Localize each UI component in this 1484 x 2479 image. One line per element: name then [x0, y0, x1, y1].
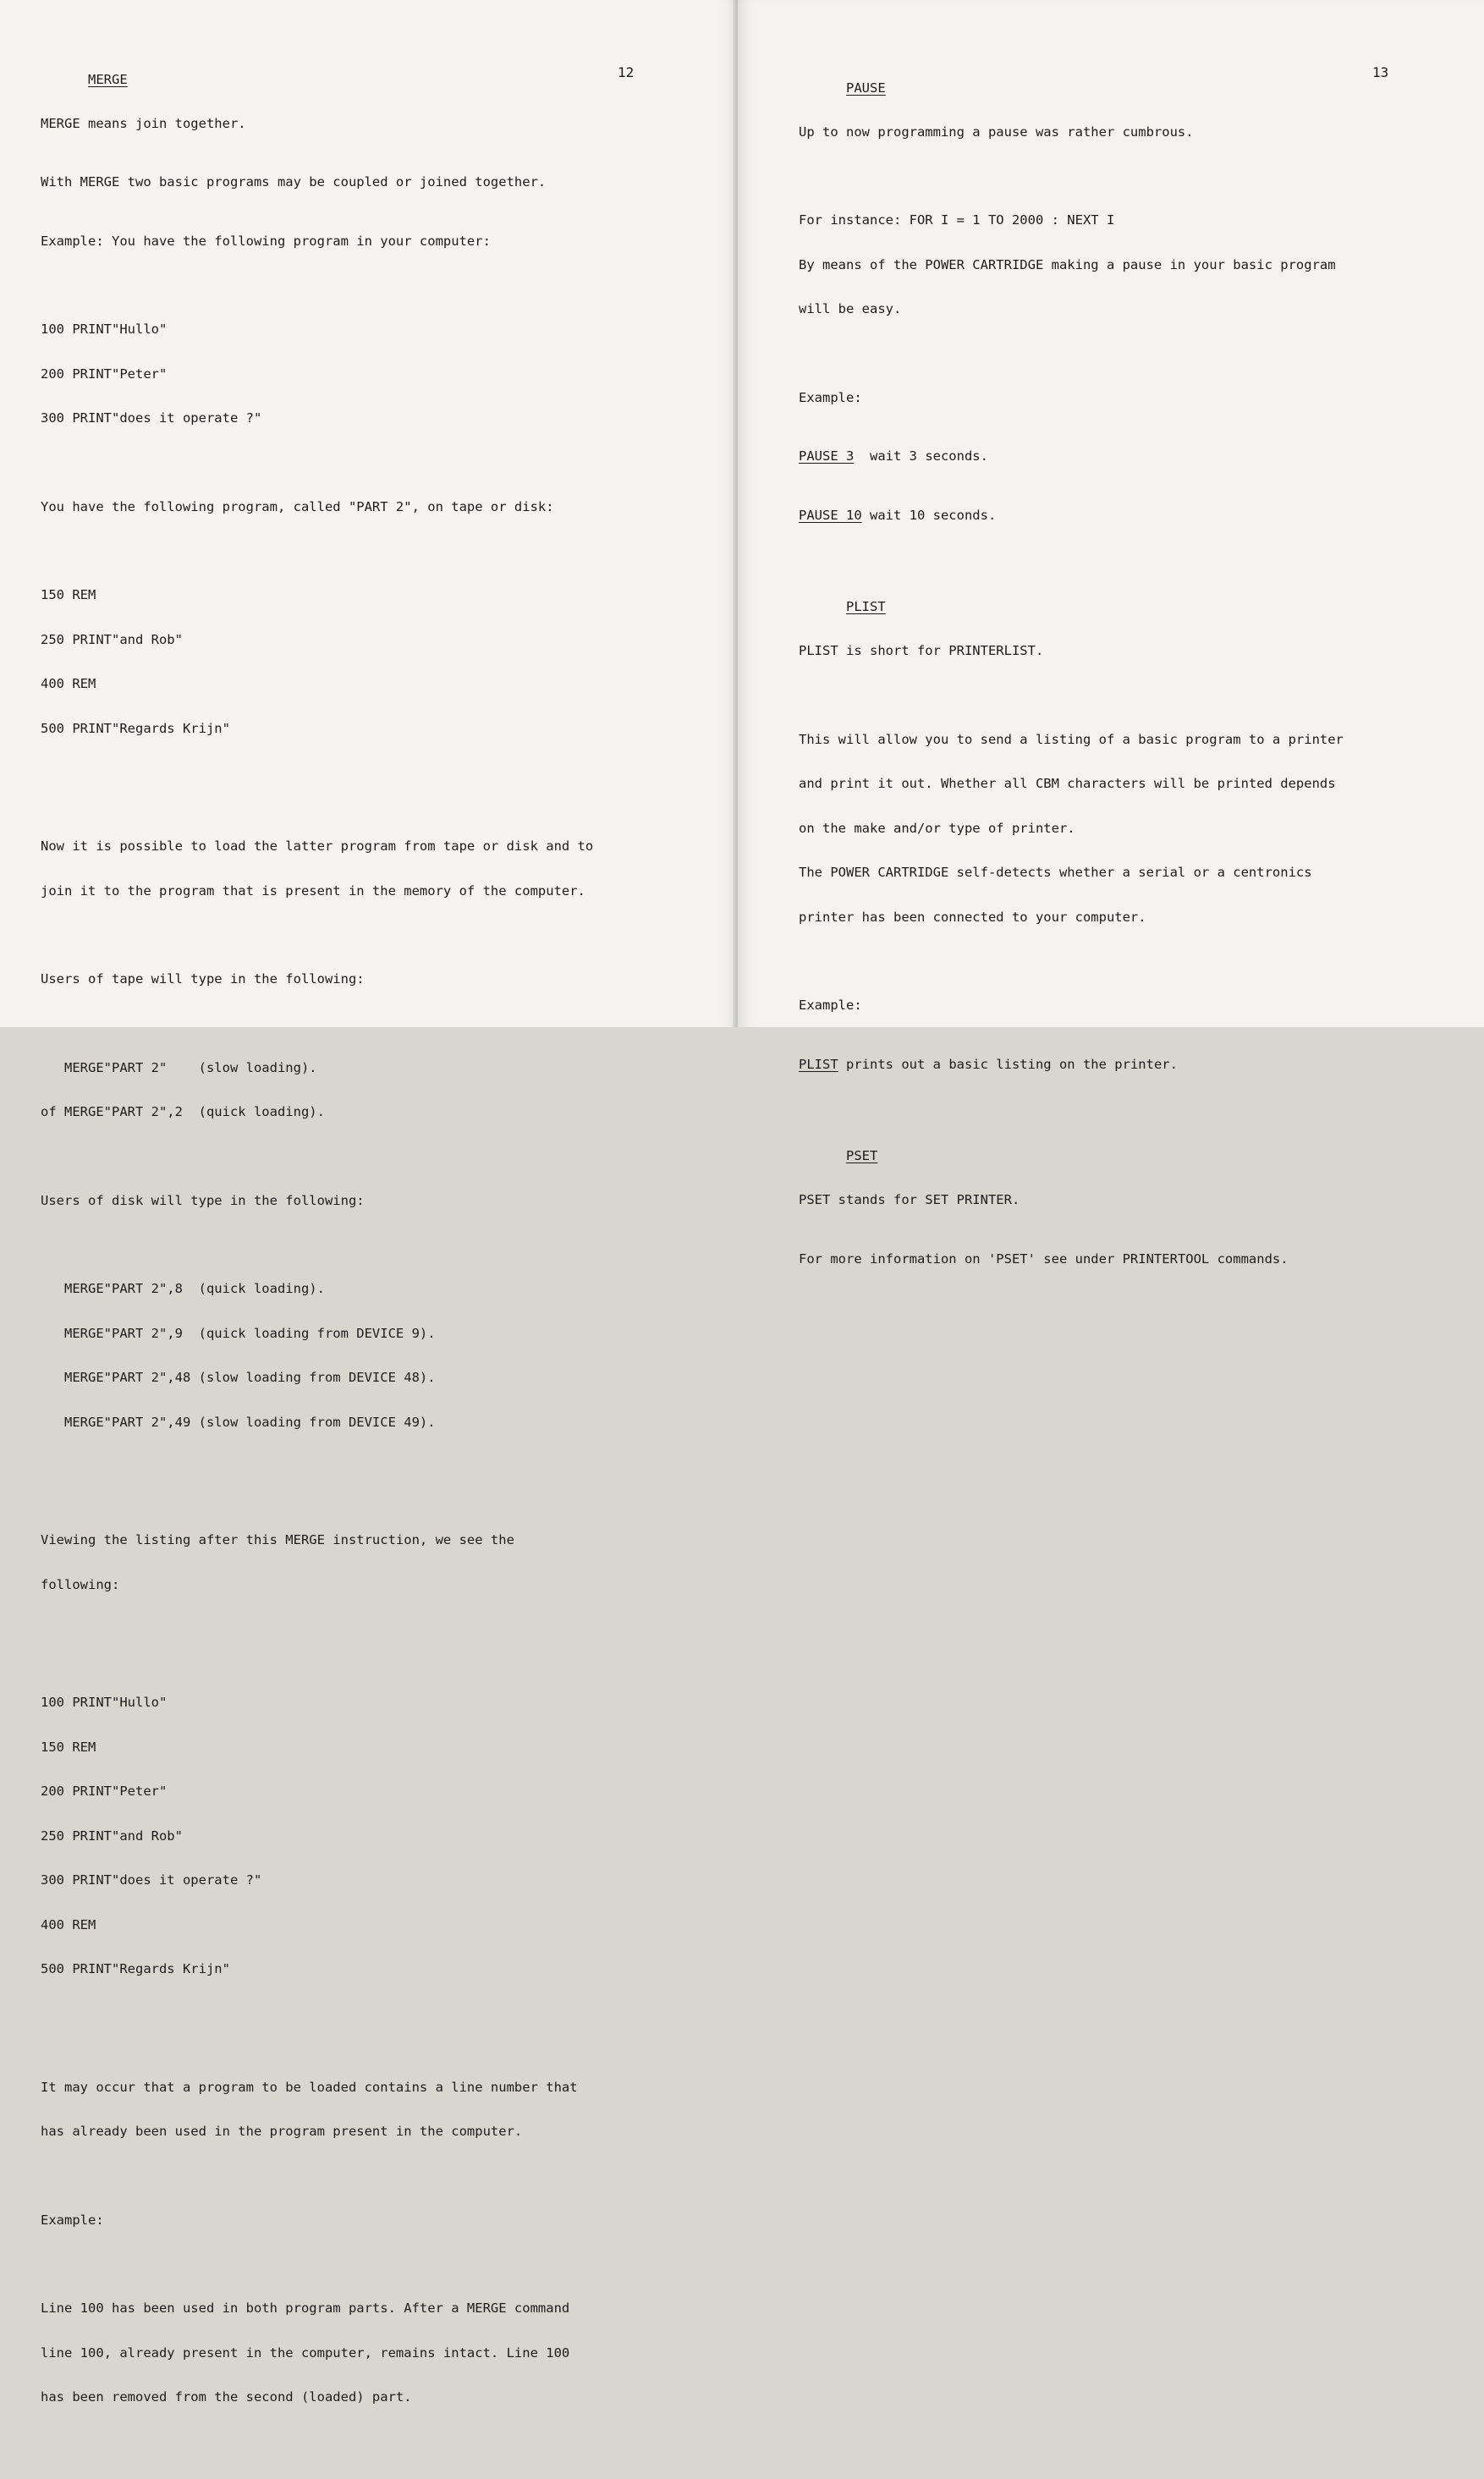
paragraph	[41, 810, 684, 928]
paragraph: PLIST is short for PRINTERLIST.	[799, 643, 1044, 658]
text-line: Now it is possible to load the latter program from tape or disk and to	[41, 838, 594, 854]
paragraph: Up to now programming a pause was rather cumbrous.	[799, 124, 1194, 140]
code-line: MERGE"PART 2",48 (slow loading from DEVICE 48).	[41, 1370, 436, 1385]
section-heading-merge: MERGE	[88, 71, 128, 87]
code-listing	[41, 1666, 684, 2007]
code-line: 150 REM	[41, 587, 96, 602]
example-line	[799, 449, 1459, 464]
section-heading-plist: PLIST	[846, 599, 886, 614]
text-line: This will allow you to send a listing of a basic program to a printer	[799, 731, 1344, 747]
code-line: 250 PRINT"and Rob"	[41, 1828, 183, 1844]
text: wait 10 seconds.	[861, 507, 997, 523]
paragraph: You have the following program, called "PART 2", on tape or disk:	[41, 498, 554, 514]
text-line: The POWER CARTRIDGE self-detects whether a serial or a centronics	[799, 865, 1312, 880]
code-listing	[41, 293, 684, 456]
code-line: 100 PRINT"Hullo"	[41, 1695, 168, 1710]
page-right	[738, 0, 1484, 1267]
code-line: 250 PRINT"and Rob"	[41, 631, 183, 647]
section-heading-pset: PSET	[846, 1148, 878, 1163]
text-line: and print it out. Whether all CBM characters will be printed depends	[799, 776, 1336, 791]
section-heading-pause: PAUSE	[846, 80, 886, 96]
paragraph: Users of disk will type in the following:	[41, 1192, 365, 1208]
code-line: 150 REM	[41, 1739, 96, 1755]
paragraph: Example:	[799, 389, 862, 405]
example-line	[799, 1058, 1459, 1073]
page-content	[41, 58, 684, 2479]
text-line: Line 100 has been used in both program parts. After a MERGE command	[41, 2300, 570, 2316]
code-line: MERGE"PART 2",49 (slow loading from DEVICE 49).	[41, 1414, 436, 1430]
code-line: 100 PRINT"Hullo"	[41, 322, 168, 337]
page-number: 12	[618, 64, 635, 80]
text-line: on the make and/or type of printer.	[799, 820, 1075, 836]
example-line	[799, 508, 1459, 524]
text: wait 3 seconds.	[854, 448, 988, 464]
code-line: 400 REM	[41, 1916, 96, 1932]
paragraph: For more information on 'PSET' see under PRINTERTOOL commands.	[799, 1250, 1289, 1267]
code-line: of MERGE"PART 2",2 (quick loading).	[41, 1104, 325, 1119]
code-line: 300 PRINT"does it operate ?"	[41, 410, 262, 426]
text-line: It may occur that a program to be loaded contains a line number that	[41, 2079, 578, 2095]
code-line: 200 PRINT"Peter"	[41, 1784, 168, 1799]
code-listing	[41, 1252, 684, 1459]
text-line: following:	[41, 1576, 120, 1592]
code-line: 500 PRINT"Regards Krijn"	[41, 720, 230, 736]
code-line: 500 PRINT"Regards Krijn"	[41, 1961, 230, 1976]
paragraph: Users of tape will type in the following:	[41, 971, 365, 987]
text-line: For instance: FOR I = 1 TO 2000 : NEXT I	[799, 212, 1115, 228]
paragraph	[41, 2272, 684, 2435]
text-line: has already been used in the program present in the computer.	[41, 2124, 523, 2139]
paragraph	[799, 703, 1459, 955]
text-line: has been removed from the second (loaded) part.	[41, 2389, 412, 2405]
paragraph: Example:	[799, 998, 862, 1013]
page-content	[799, 66, 1459, 1311]
paragraph	[41, 2051, 684, 2169]
paragraph	[41, 1503, 684, 1622]
paragraph	[799, 184, 1459, 347]
text-line: join it to the program that is present in the memory of the computer.	[41, 882, 585, 899]
text-line: printer has been connected to your computer.	[799, 909, 1146, 925]
paragraph: PSET stands for SET PRINTER.	[799, 1192, 1020, 1207]
text-line: line 100, already present in the computer, remains intact. Line 100	[41, 2344, 570, 2361]
paragraph: Example:	[41, 2212, 104, 2228]
code-line: 400 REM	[41, 676, 96, 691]
command-pause-3: PAUSE 3	[799, 448, 855, 464]
code-line: MERGE"PART 2",9 (quick loading from DEVICE 9).	[41, 1325, 436, 1341]
text-line: will be easy.	[799, 301, 902, 316]
code-line: 300 PRINT"does it operate ?"	[41, 1872, 262, 1888]
code-line: MERGE"PART 2",8 (quick loading).	[41, 1281, 325, 1296]
page-left	[0, 0, 738, 2405]
paragraph: MERGE means join together.	[41, 115, 246, 131]
text: prints out a basic listing on the printer.	[838, 1056, 1178, 1072]
code-line: 200 PRINT"Peter"	[41, 366, 168, 382]
text-line: By means of the POWER CARTRIDGE making a pause in your basic program	[799, 256, 1336, 272]
command-pause-10: PAUSE 10	[799, 507, 862, 523]
code-line: MERGE"PART 2" (slow loading).	[41, 1059, 317, 1075]
paragraph: Example: You have the following program in your computer:	[41, 233, 491, 249]
paragraph: With MERGE two basic programs may be coupled or joined together.	[41, 174, 547, 190]
text-line: Viewing the listing after this MERGE instruction, we see the	[41, 1532, 514, 1547]
code-listing	[41, 558, 684, 766]
command-plist: PLIST	[799, 1056, 838, 1072]
page-number: 13	[1372, 64, 1389, 80]
code-listing	[41, 1031, 684, 1150]
